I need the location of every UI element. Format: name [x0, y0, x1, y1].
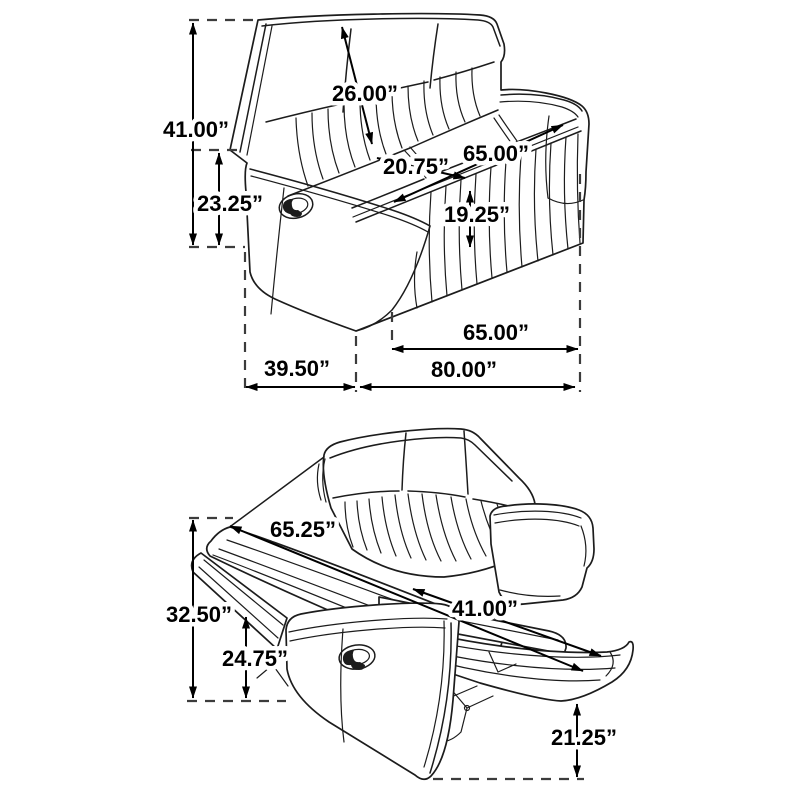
dim-overall-depth-label: 39.50”	[263, 356, 331, 381]
dim-reclined-overall-width-label: 65.25”	[269, 517, 337, 542]
dim-reclined-arm-height-label: 24.75”	[221, 646, 289, 671]
dim-interior-width-label: 65.00”	[462, 320, 530, 345]
dim-back-cushion-height-label: 26.00”	[331, 81, 399, 106]
dim-overall-height-label: 41.00”	[162, 117, 230, 142]
dim-arm-height-label: 23.25”	[196, 191, 264, 216]
reclined-left-arm	[286, 603, 459, 779]
dim-seat-to-footrest-label: 41.00”	[451, 596, 519, 621]
dim-reclined-back-height-label: 32.50”	[165, 602, 233, 627]
dim-seat-depth-label: 20.75”	[382, 154, 450, 179]
dim-seat-height-label: 19.25”	[443, 202, 511, 227]
reclined-right-arm	[490, 504, 594, 604]
dim-seat-width-label: 65.00”	[462, 141, 530, 166]
dim-footrest-height-label: 21.25”	[550, 725, 618, 750]
dim-overall-width-label: 80.00”	[430, 357, 498, 382]
